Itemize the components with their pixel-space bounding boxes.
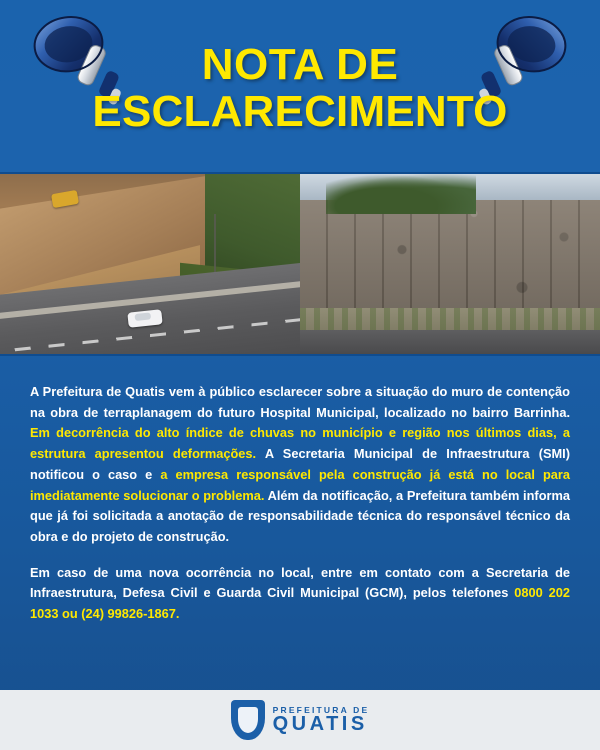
photo-strip bbox=[0, 172, 600, 356]
logo-text bbox=[273, 706, 370, 735]
paragraph-2 bbox=[30, 563, 570, 625]
poster-header bbox=[0, 0, 600, 172]
photo-earthwork-site bbox=[0, 174, 300, 354]
poster-title bbox=[0, 42, 600, 135]
poster-footer bbox=[0, 690, 600, 750]
prefeitura-logo bbox=[231, 700, 370, 740]
p1-text-1: A Prefeitura de Quatis vem à público esclarecer sobre a situação do muro de contenção na obra de terraplanagem do futuro Hospital Municipal, localizado no bairro Barrinha. bbox=[30, 384, 570, 420]
p1-text-2: A Secretaria Municipal de Infraestrutura (SMI) notificou o caso e bbox=[30, 446, 570, 482]
logo-bottom-text: QUATIS bbox=[272, 713, 368, 736]
title-line-1: NOTA DE bbox=[201, 40, 399, 89]
p2-highlight-phones: 0800 202 1033 ou (24) 99826-1867. bbox=[30, 585, 571, 622]
logo-top-text: PREFEITURA DE bbox=[272, 704, 370, 715]
p1-highlight-1: Em decorrência do alto índice de chuvas no município e região nos últimos dias, a estrutura apresentou deformações. bbox=[30, 425, 570, 462]
poster-body bbox=[0, 356, 600, 625]
title-line-2: ESCLARECIMENTO bbox=[92, 86, 508, 136]
p2-text-1: Em caso de uma nova ocorrência no local, entre em contato com a Secretaria de Infraestrutura, Defesa Civil e Guarda Civil Municipal (GCM), pelos telefones bbox=[30, 564, 570, 601]
paragraph-1 bbox=[30, 382, 570, 548]
photo-gabion-wall bbox=[300, 174, 600, 354]
shield-icon bbox=[231, 700, 265, 740]
p1-text-3: Além da notificação, a Prefeitura também informa que já foi solicitada a anotação de responsabilidade técnica do responsável técnico da obra e do projeto de construção. bbox=[30, 487, 570, 545]
p1-highlight-2: a empresa responsável pela construção já está no local para imediatamente solucionar o problema. bbox=[30, 466, 570, 503]
